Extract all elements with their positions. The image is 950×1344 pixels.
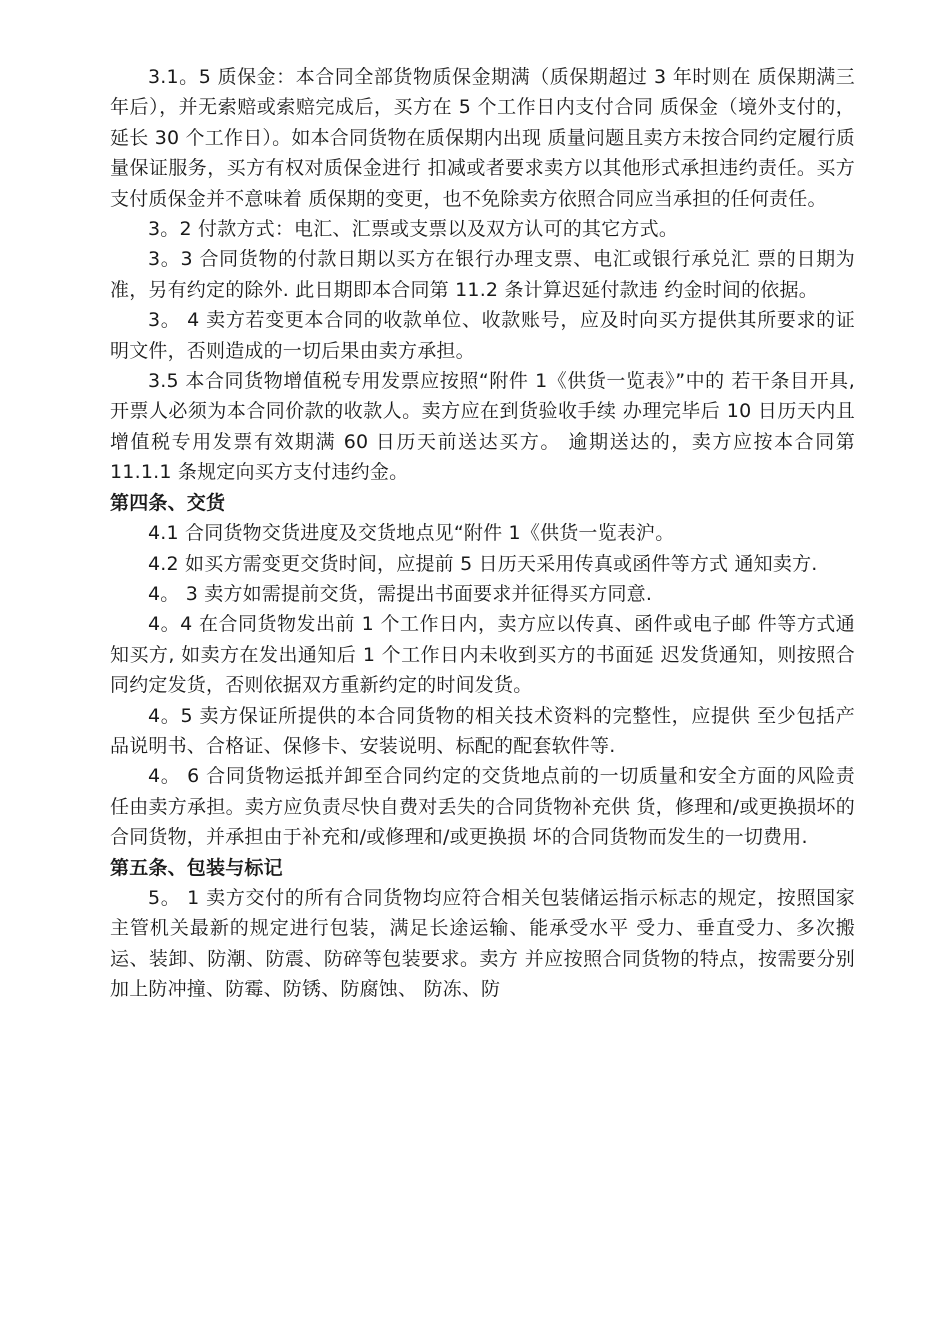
paragraph-3-4: 3。 4 卖方若变更本合同的收款单位、收款账号，应及时向买方提供其所要求的证明文件，否则造成的一切后果由卖方承担。 [110,309,855,362]
paragraph-4-3: 4。 3 卖方如需提前交货，需提出书面要求并征得买方同意. [148,582,653,605]
paragraph-3-2: 3。2 付款方式：电汇、汇票或支票以及双方认可的其它方式。 [148,218,679,241]
paragraph-4-4: 4。4 在合同货物发出前 1 个工作日内，卖方应以传真、函件或电子邮 件等方式通知买方, 如卖方在发出通知后 1 个工作日内未收到买方的书面延 迟发货通知，则按照合同约定发货，否则依据双方重新约定的时间发货。 [110,613,855,697]
section-heading-4: 第四条、交货 [110,491,226,514]
paragraph-5-1: 5。 1 卖方交付的所有合同货物均应符合相关包装储运指示标志的规定，按照国家主管机关最新的规定进行包装，满足长途运输、能承受水平 受力、垂直受力、多次搬运、装卸、防潮、防震、防碎等包装要求。卖方 并应按照合同货物的特点，按需要分别加上防冲撞、防霉、防锈、防腐蚀、 防冻、防 [110,886,855,1001]
paragraph-4-2: 4.2 如买方需变更交货时间，应提前 5 日历天采用传真或函件等方式 通知卖方. [148,552,818,575]
paragraph-3-5: 3.5 本合同货物增值税专用发票应按照“附件 1《供货一览表》”中的 若干条目开具, 开票人必须为本合同价款的收款人。卖方应在到货验收手续 办理完毕后 10 日历天内且增值税专用发票有效期满 60 日历天前送达买方。 逾期送达的，卖方应按本合同第 11.1.1 条规定向买方支付违约金。 [110,370,855,484]
paragraph-4-1: 4.1 合同货物交货进度及交货地点见“附件 1《供货一览表沪。 [148,522,675,545]
paragraph-4-6: 4。 6 合同货物运抵并卸至合同约定的交货地点前的一切质量和安全方面的风险责任由卖方承担。卖方应负责尽快自费对丢失的合同货物补充供 货，修理和/或更换损坏的合同货物，并承担由于补充和/或修理和/或更换损 坏的合同货物而发生的一切费用. [110,765,855,849]
document-page [110,62,855,1005]
section-heading-5: 第五条、包装与标记 [110,856,283,879]
paragraph-3-1-5: 3.1。5 质保金：本合同全部货物质保金期满（质保期超过 3 年时则在 质保期满三年后），并无索赔或索赔完成后，买方在 5 个工作日内支付合同 质保金（境外支付的，延长 30 个工作日）。如本合同货物在质保期内出现 质量问题且卖方未按合同约定履行质量保证服务，买方有权对质保金进行 扣减或者要求卖方以其他形式承担违约责任。买方支付质保金并不意味着 质保期的变更，也不免除卖方依照合同应当承担的任何责任。 [110,66,855,210]
paragraph-3-3: 3。3 合同货物的付款日期以买方在银行办理支票、电汇或银行承兑汇 票的日期为准，另有约定的除外. 此日期即本合同第 11.2 条计算迟延付款违 约金时间的依据。 [110,248,855,301]
paragraph-4-5: 4。5 卖方保证所提供的本合同货物的相关技术资料的完整性，应提供 至少包括产品说明书、合格证、保修卡、安装说明、标配的配套软件等. [110,704,855,757]
